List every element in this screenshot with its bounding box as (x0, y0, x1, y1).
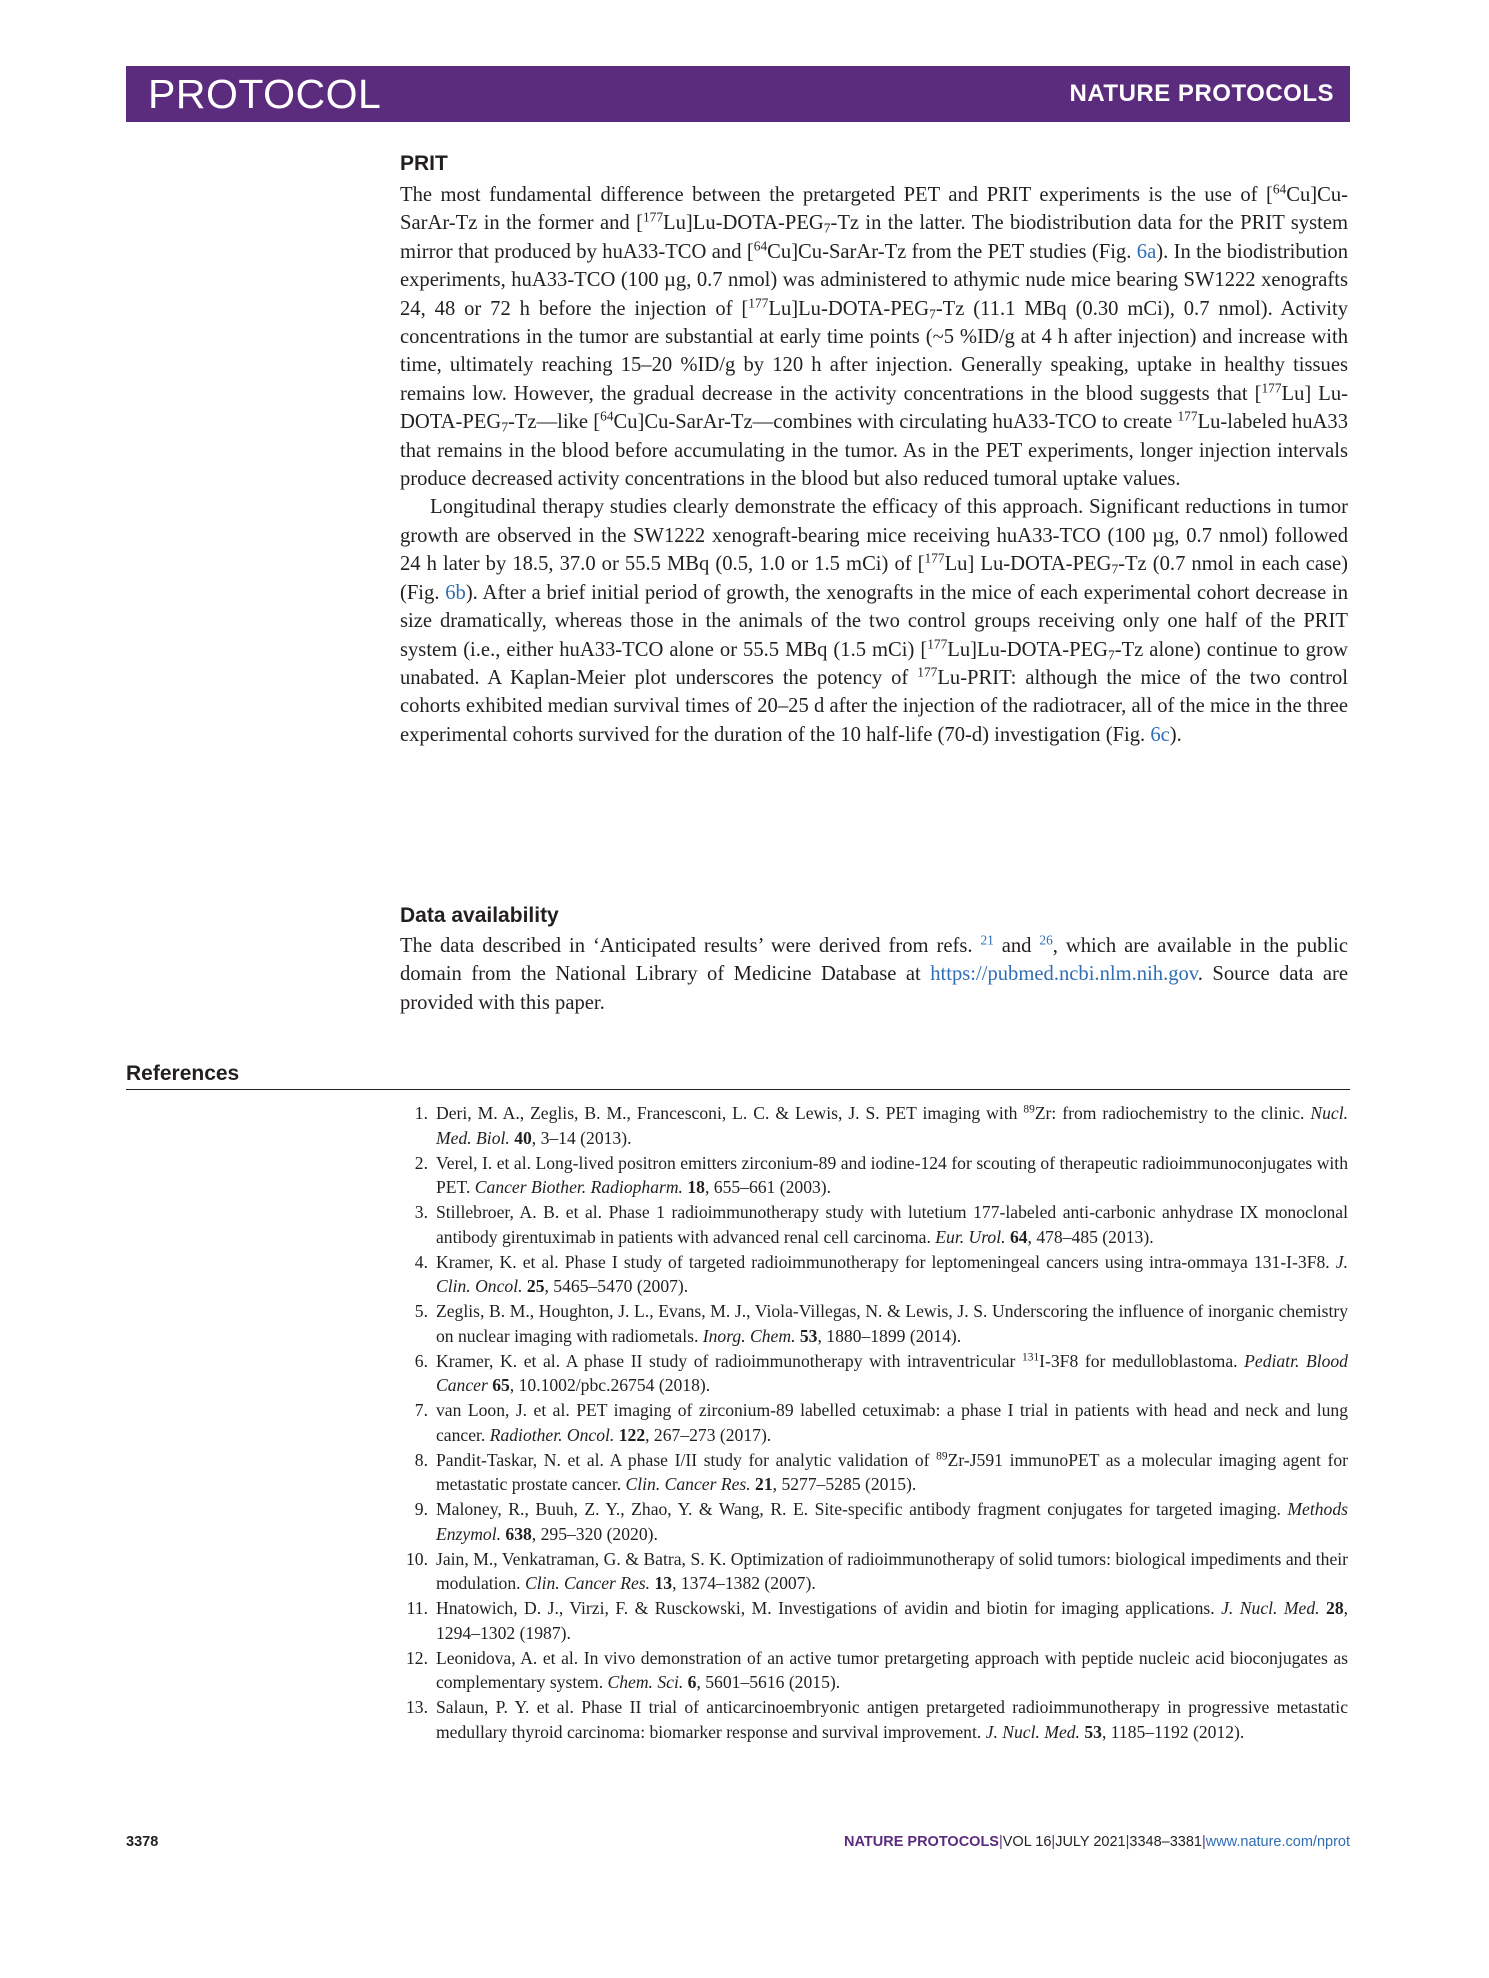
inline-link[interactable]: https://pubmed.ncbi.nlm.nih.gov (930, 963, 1198, 986)
reference-number: 3. (414, 1202, 428, 1222)
superscript: 177 (642, 210, 664, 226)
superscript: 64 (600, 408, 614, 424)
reference-text: Pandit-Taskar, N. et al. A phase I/II study for analytic validation of $^{89}$Zr-J591 immunoPET as a molecular imaging agent for metastatic prostate cancer. Clin. Cancer Res. 21, 5277–5285 (2015). (436, 1449, 1348, 1494)
inline-link[interactable]: 6c (1150, 723, 1170, 746)
prit-paragraph-1: The most fundamental difference between the pretargeted PET and PRIT experiments is the use of [$^{64}$Cu]Cu-SarAr-Tz in the former and $[^{177}Lu]Lu-DOTA-PEG_7-Tz$ in the latter. The biodistribution data for the PRIT system mirror that produced by huA33-TCO and [$^{64}$Cu]Cu-SarAr-Tz from the PET studies (Fig. 6a). In the biodistribution experiments, huA33-TCO (100 µg, 0.7 nmol) was administered to athymic nude mice bearing SW1222 xenografts 24, 48 or 72 h before the injection of $[^{177}Lu]Lu-DOTA-PEG_7-Tz$ (11.1 MBq (0.30 mCi), 0.7 nmol). Activity concentrations in the tumor are substantial at early time points (~5 %ID/g at 4 h after injection) and increase with time, ultimately reaching 15–20 %ID/g by 120 h after injection. Generally speaking, uptake in healthy tissues remains low. However, the gradual decrease in the activity concentrations in the blood suggests that [$^{177}$Lu] $Lu-DOTA-PEG_7-Tz—like$ [$^{64}$Cu]Cu-SarAr-Tz—combines with circulating huA33-TCO to create $^{177}$Lu-labeled huA33 that remains in the blood before accumulating in the tumor. As in the PET experiments, longer injection intervals produce decreased activity concentrations in the blood but also reduced tumoral uptake values. (400, 181, 1349, 491)
footer-date: JULY 2021 (1055, 1834, 1126, 1850)
journal-title: Methods Enzymol. (436, 1499, 1348, 1544)
journal-title: Cancer Biother. Radiopharm. (474, 1177, 683, 1197)
reference-item (400, 1101, 1348, 1150)
volume-number: 6 (687, 1672, 697, 1692)
reference-text: Kramer, K. et al. Phase I study of targeted radioimmunotherapy for leptomeningeal cancers using intra-ommaya 131-I-3F8. J. Clin. Oncol. 25, 5465–5470 (2007). (436, 1251, 1348, 1296)
reference-list (400, 1101, 1348, 1745)
reference-item (400, 1151, 1348, 1200)
footer-separator: | (1051, 1834, 1056, 1850)
references-divider (126, 1089, 1350, 1090)
superscript: 177 (927, 636, 948, 652)
reference-number: 12. (406, 1647, 428, 1668)
volume-number: 53 (799, 1325, 818, 1346)
prit-paragraph-2: Longitudinal therapy studies clearly demonstrate the efficacy of this approach. Significant reductions in tumor growth are observed in the SW1222 xenograft-bearing mice receiving huA33-TCO (100 µg, 0.7 nmol) followed 24 h later by 18.5, 37.0 or 55.5 MBq (0.5, 1.0 or 1.5 mCi) of [$^{177}$Lu] $Lu-DOTA-PEG_7-Tz$ (0.7 nmol in each case) (Fig. 6b). After a brief initial period of growth, the xenografts in the mice of each experimental cohort decrease in size dramatically, whereas those in the animals of the two control groups receiving only one half of the PRIT system (i.e., either huA33-TCO alone or 55.5 MBq (1.5 mCi) $[^{177}Lu]Lu-DOTA-PEG_7-Tz$ alone) continue to grow unabated. A Kaplan-Meier plot underscores the potency of $^{177}$Lu-PRIT: although the mice of the two control cohorts exhibited median survival times of 20–25 d after the injection of the radiotracer, all of the mice in the three experimental cohorts survived for the duration of the 10 half-life (70-d) investigation (Fig. 6c). (400, 496, 1348, 746)
superscript: 89 (1023, 1103, 1035, 1116)
footer-citation (844, 1833, 1350, 1851)
superscript: 177 (924, 550, 945, 566)
superscript: 177 (1177, 408, 1198, 424)
reference-item (400, 1695, 1348, 1744)
page-number: 3378 (126, 1834, 159, 1850)
article-type-label: PROTOCOL (148, 71, 382, 117)
volume-number: 122 (618, 1424, 646, 1445)
footer-journal: NATURE PROTOCOLS (844, 1834, 999, 1850)
reference-item (400, 1646, 1348, 1695)
reference-item (400, 1299, 1348, 1348)
subscript: 7 (1108, 646, 1115, 662)
footer-separator: | (1125, 1834, 1130, 1850)
reference-number: 2. (414, 1152, 428, 1173)
reference-text: Maloney, R., Buuh, Z. Y., Zhao, Y. & Wang, R. E. Site-specific antibody fragment conjugates for targeted imaging. Methods Enzymol. 638, 295–320 (2020). (436, 1499, 1348, 1544)
superscript: 177 (1261, 380, 1282, 396)
reference-text: Deri, M. A., Zeglis, B. M., Francesconi, L. C. & Lewis, J. S. PET imaging with $^{89}$Zr: from radiochemistry to the clinic. Nucl. Med. Biol. 40, 3–14 (2013). (436, 1103, 1348, 1148)
volume-number: 18 (687, 1177, 705, 1197)
reference-item (400, 1200, 1348, 1249)
volume-number: 28 (1326, 1598, 1344, 1618)
footer-separator: | (998, 1834, 1003, 1850)
superscript: 64 (753, 238, 768, 254)
journal-header-bar (126, 66, 1350, 122)
journal-title: Nucl. Med. Biol. (436, 1103, 1348, 1148)
footer-pages: 3348–3381 (1129, 1834, 1202, 1850)
reference-text: Verel, I. et al. Long-lived positron emitters zirconium-89 and iodine-124 for scouting of therapeutic radioimmunoconjugates with PET. Cancer Biother. Radiopharm. 18, 655–661 (2003). (436, 1152, 1348, 1197)
reference-text: Salaun, P. Y. et al. Phase II trial of anticarcinoembryonic antigen pretargeted radioimmunotherapy in progressive metastatic medullary thyroid carcinoma: biomarker response and survival improvement. J. Nucl. Med. 53, 1185–1192 (2012). (436, 1697, 1348, 1742)
reference-number: 9. (414, 1499, 428, 1519)
prit-heading: PRIT (400, 152, 448, 175)
volume-number: 13 (654, 1573, 673, 1593)
journal-title: Chem. Sci. (607, 1672, 684, 1692)
prit-section-body (400, 181, 1348, 749)
data-availability-heading: Data availability (400, 904, 559, 927)
superscript: 89 (936, 1450, 948, 1463)
reference-number: 5. (414, 1301, 428, 1321)
reference-text: Zeglis, B. M., Houghton, J. L., Evans, M. J., Viola-Villegas, N. & Lewis, J. S. Underscoring the influence of inorganic chemistry on nuclear imaging with radiometals. Inorg. Chem. 53, 1880–1899 (2014). (436, 1301, 1348, 1346)
reference-text: Kramer, K. et al. A phase II study of radioimmunotherapy with intraventricular $^{131}$I-3F8 for medulloblastoma. Pediatr. Blood Cancer 65, 10.1002/pbc.26754 (2018). (436, 1350, 1348, 1395)
volume-number: 64 (1009, 1226, 1028, 1247)
superscript: 177 (748, 295, 769, 311)
superscript: 177 (917, 664, 938, 680)
volume-number: 638 (505, 1523, 532, 1544)
data-availability-body (400, 932, 1348, 1017)
journal-title: Radiother. Oncol. (489, 1424, 615, 1445)
journal-title: Eur. Urol. (935, 1226, 1006, 1247)
inline-link[interactable]: 6b (445, 581, 466, 604)
reference-number: 8. (414, 1449, 428, 1470)
journal-title: J. Nucl. Med. (985, 1721, 1080, 1742)
footer-volume: VOL 16 (1002, 1834, 1052, 1850)
reference-number: 10. (406, 1548, 428, 1569)
journal-title: Pediatr. Blood Cancer (436, 1350, 1348, 1395)
reference-number: 6. (414, 1350, 428, 1371)
subscript: 7 (501, 419, 508, 435)
reference-item (400, 1596, 1348, 1645)
reference-text: Leonidova, A. et al. In vivo demonstration of an active tumor pretargeting approach with peptide nucleic acid bioconjugates as complementary system. Chem. Sci. 6, 5601–5616 (2015). (436, 1647, 1348, 1692)
footer-url-link[interactable]: www.nature.com/nprot (1205, 1834, 1350, 1850)
subscript: 7 (929, 305, 936, 321)
journal-title: J. Clin. Oncol. (436, 1251, 1348, 1296)
citation-link[interactable]: 26 (1039, 932, 1053, 948)
reference-number: 4. (414, 1251, 428, 1272)
reference-number: 1. (414, 1103, 428, 1123)
volume-number: 65 (492, 1375, 510, 1395)
reference-item (400, 1448, 1348, 1497)
reference-item (400, 1349, 1348, 1398)
reference-item (400, 1547, 1348, 1596)
reference-item (400, 1497, 1348, 1546)
references-heading: References (126, 1062, 240, 1085)
reference-number: 7. (414, 1400, 428, 1420)
data-availability-paragraph: The data described in ‘Anticipated results’ were derived from refs. $^{21}$ and $^{26}$, which are available in the public domain from the National Library of Medicine Database at https://pubmed.ncbi.nlm.nih.gov. Source data are provided with this paper. (400, 932, 1349, 1014)
journal-title: Clin. Cancer Res. (625, 1474, 751, 1494)
reference-item (400, 1398, 1348, 1447)
volume-number: 40 (514, 1127, 532, 1148)
reference-text: Stillebroer, A. B. et al. Phase 1 radioimmunotherapy study with lutetium 177-labeled anti-carbonic anhydrase IX monoclonal antibody girentuximab in patients with advanced renal cell carcinoma. Eur. Urol. 64, 478–485 (2013). (436, 1202, 1348, 1247)
journal-name-label: NATURE PROTOCOLS (1069, 80, 1334, 107)
reference-text: van Loon, J. et al. PET imaging of zirconium-89 labelled cetuximab: a phase I trial in patients with head and neck and lung cancer. Radiother. Oncol. 122, 267–273 (2017). (436, 1400, 1348, 1445)
citation-link[interactable]: 21 (980, 932, 994, 948)
reference-number: 13. (406, 1697, 428, 1717)
volume-number: 53 (1084, 1721, 1102, 1742)
reference-text: Hnatowich, D. J., Virzi, F. & Rusckowski, M. Investigations of avidin and biotin for imaging applications. J. Nucl. Med. 28, 1294–1302 (1987). (436, 1598, 1349, 1643)
inline-link[interactable]: 6a (1136, 240, 1157, 263)
reference-number: 11. (406, 1598, 428, 1618)
subscript: 7 (1111, 561, 1119, 577)
reference-item (400, 1250, 1348, 1299)
subscript: 7 (823, 220, 831, 236)
volume-number: 21 (755, 1474, 773, 1494)
journal-title: Clin. Cancer Res. (524, 1573, 651, 1593)
journal-title: J. Nucl. Med. (1221, 1598, 1320, 1618)
superscript: 64 (1272, 181, 1287, 197)
volume-number: 25 (526, 1276, 545, 1296)
footer-separator: | (1201, 1834, 1206, 1850)
journal-title: Inorg. Chem. (702, 1325, 796, 1346)
superscript: 131 (1022, 1351, 1040, 1364)
reference-text: Jain, M., Venkatraman, G. & Batra, S. K. Optimization of radioimmunotherapy of solid tumors: biological impediments and their modulation. Clin. Cancer Res. 13, 1374–1382 (2007). (436, 1548, 1348, 1593)
